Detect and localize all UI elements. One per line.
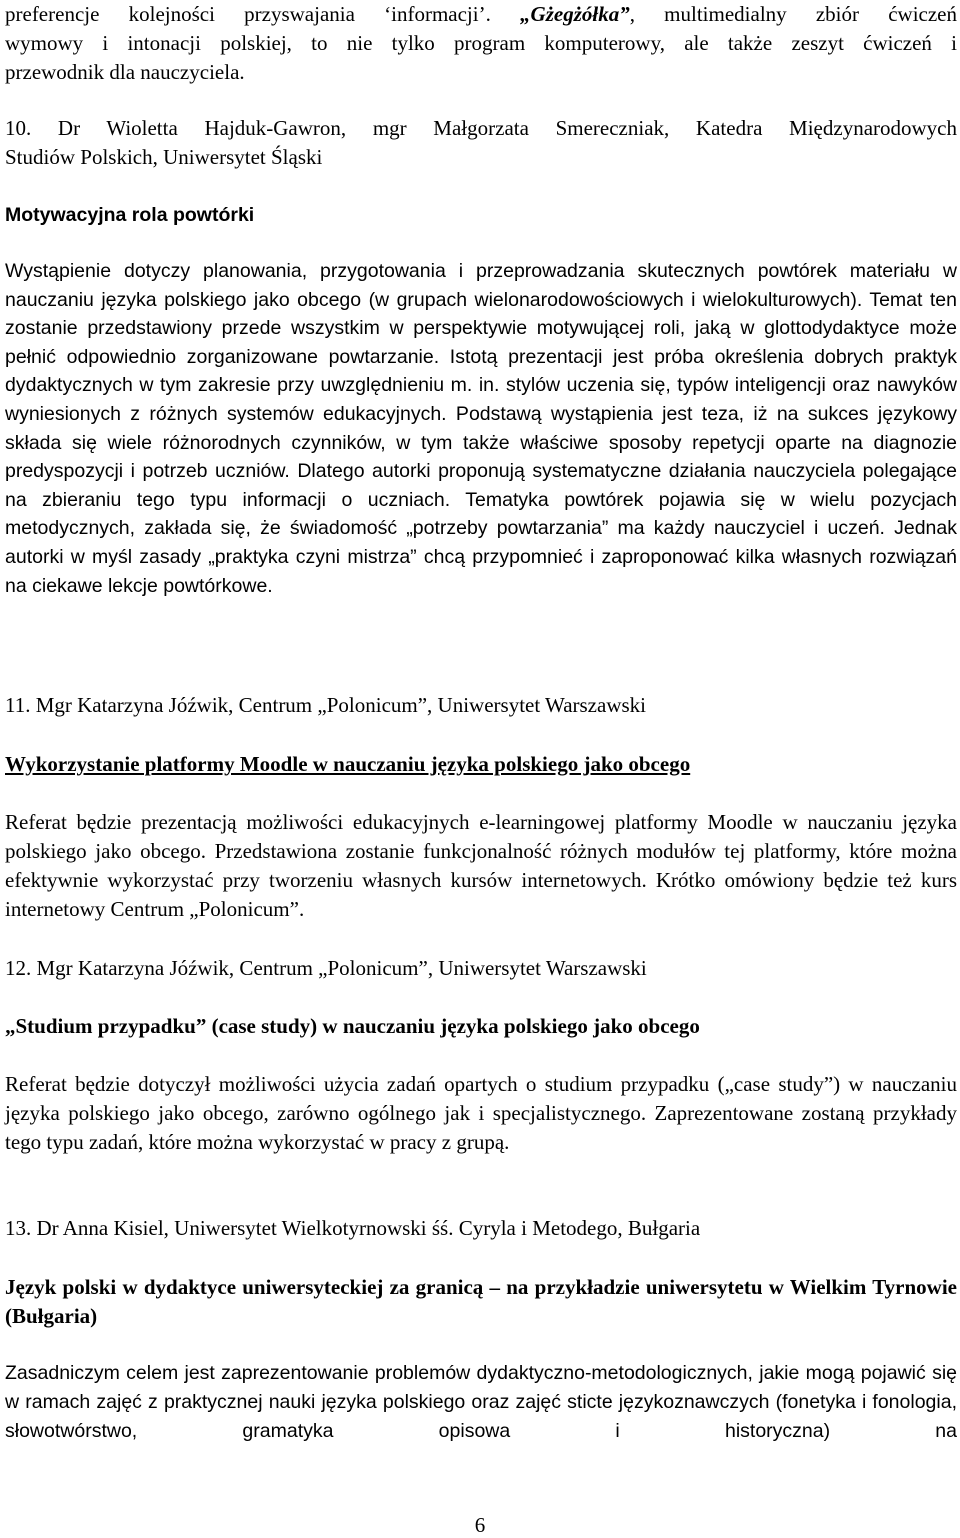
section-10-author-line-1: 10. Dr Wioletta Hajduk-Gawron, mgr Małgorzata Smereczniak, Katedra Międzynarodowych (5, 116, 957, 140)
section-13-paragraph: Zasadniczym celem jest zaprezentowanie problemów dydaktyczno-metodologicznych, jakie mogą pojawić się w ramach zajęć z praktycznej nauki języka polskiego oraz zajęć sticte językoznawczych (fonetyka i fonologia, słowotwórstwo, gramatyka opisowa i historyczna) na (5, 1362, 957, 1442)
section-13-title: Język polski w dydaktyce uniwersyteckiej za granicą – na przykładzie uniwersytetu w Wielkim Tyrnowie (Bułgaria) (5, 1275, 957, 1328)
section-10-body (5, 257, 957, 600)
section-11-title: Wykorzystanie platformy Moodle w nauczaniu języka polskiego jako obcego (5, 752, 691, 776)
intro-line-2: wymowy i intonacji polskiej, to nie tylko program komputerowy, ale także zeszyt ćwiczeń i (5, 31, 957, 55)
section-13-body (5, 1359, 957, 1446)
gzegzolka-title: „Gżegżółka” (520, 2, 630, 26)
section-12-body (5, 1070, 957, 1157)
section-12-paragraph: Referat będzie dotyczył możliwości użycia zadań opartych o studium przypadku („case study”) w nauczaniu języka polskiego jako obcego, zarówno ogólnego jak i specjalistycznego. Zaprezentowane zostaną przykłady tego typu zadań, które można wykorzystać w pracy z grupą. (5, 1072, 957, 1154)
section-12-title: „Studium przypadku” (case study) w nauczaniu języka polskiego jako obcego (5, 1014, 700, 1038)
intro-text-start: preferencje kolejności przyswajania ‘informacji’. (5, 2, 521, 26)
intro-paragraph (5, 0, 957, 87)
intro-line-3: przewodnik dla nauczyciela. (5, 60, 245, 84)
section-11-author: 11. Mgr Katarzyna Jóźwik, Centrum „Polonicum”, Uniwersytet Warszawski (5, 693, 646, 717)
page-number: 6 (474, 1513, 486, 1537)
section-11-paragraph: Referat będzie prezentacją możliwości edukacyjnych e-learningowej platformy Moodle w nauczaniu języka polskiego jako obcego. Przedstawiona zostanie funkcjonalność różnych modułów tej platformy, które można efektywnie wykorzystać przy tworzeniu własnych kursów internetowych. Krótko omówiony będzie też kurs internetowy Centrum „Polonicum”. (5, 810, 957, 921)
section-10-author-line-2: Studiów Polskich, Uniwersytet Śląski (5, 145, 323, 169)
section-10-author (5, 114, 957, 172)
intro-text-rest: , multimedialny zbiór ćwiczeń (629, 2, 957, 26)
section-10-title: Motywacyjna rola powtórki (5, 204, 255, 226)
section-12-author: 12. Mgr Katarzyna Jóźwik, Centrum „Polonicum”, Uniwersytet Warszawski (5, 956, 647, 980)
section-10-paragraph: Wystąpienie dotyczy planowania, przygotowania i przeprowadzania skutecznych powtórek materiału w nauczaniu języka polskiego jako obcego (w grupach wielonarodowościowych i wielokulturowych). Temat ten zostanie przedstawiony przede wszystkim w perspektywie motywującej roli, jaką w glottodydaktyce może pełnić odpowiednio zorganizowane powtarzanie. Istotą prezentacji jest próba określenia dobrych praktyk dydaktycznych w tym zakresie przy uwzględnieniu m. in. stylów uczenia się, typów inteligencji oraz nawyków wyniesionych z różnych systemów edukacyjnych. Podstawą wystąpienia jest teza, iż na sukces językowy składa się wiele różnorodnych czynników, w tym także właściwe sposoby repetycji oparte na diagnozie predyspozycji i potrzeb uczniów. Dlatego autorki proponują systematyczne działania nauczyciela polegające na zbieraniu tego typu informacji o uczniach. Tematyka powtórek pojawia się w wielu pozycjach metodycznych, zakłada się, że świadomość „potrzeby powtarzania” ma każdy nauczyciel i uczeń. Jednak autorki w myśl zasady „praktyka czyni mistrza” chcą przypomnieć i zaproponować kilka własnych rozwiązań na ciekawe lekcje powtórkowe. (5, 260, 957, 597)
section-11-body (5, 808, 957, 924)
section-13-author: 13. Dr Anna Kisiel, Uniwersytet Wielkotyrnowski śś. Cyryla i Metodego, Bułgaria (5, 1216, 701, 1240)
